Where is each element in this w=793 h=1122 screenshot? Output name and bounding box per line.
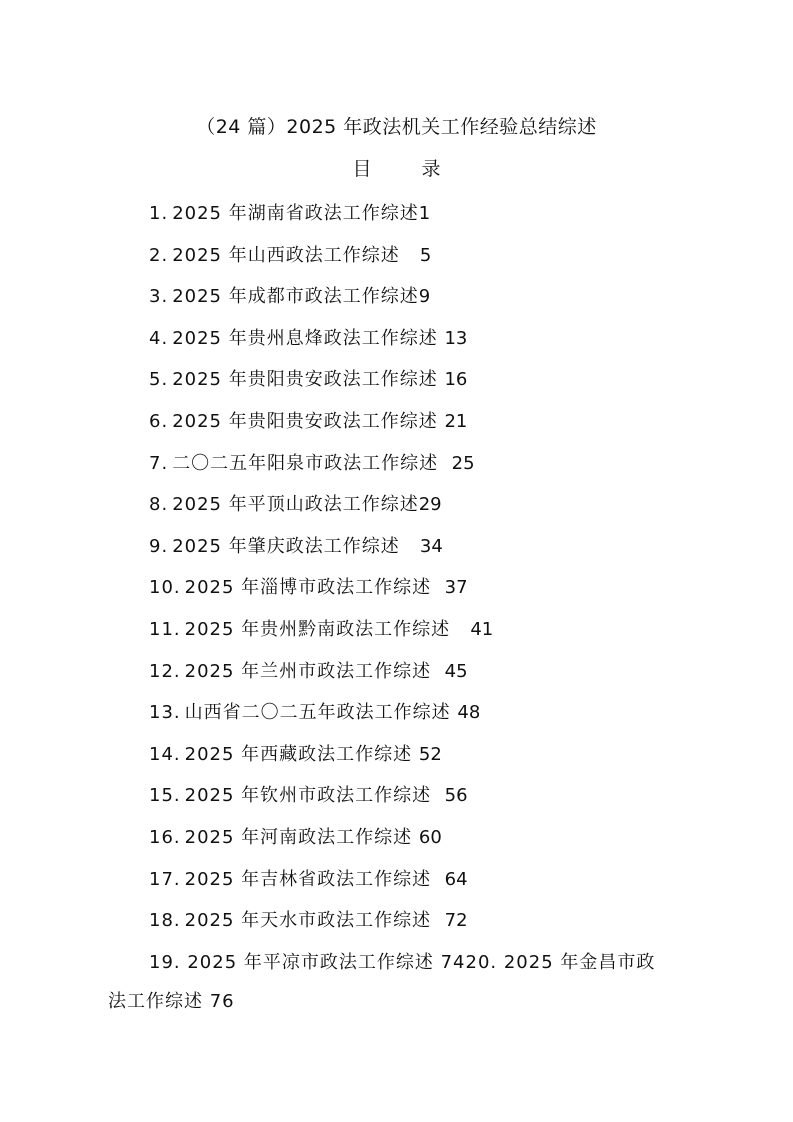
document-title: （24 篇）2025 年政法机关工作经验总结综述	[196, 116, 597, 138]
toc-entry[interactable]: 17. 2025 年吉林省政法工作综述 64	[149, 868, 468, 890]
toc-entry[interactable]: 15. 2025 年钦州市政法工作综述 56	[149, 785, 468, 807]
toc-entry[interactable]: 11. 2025 年贵州黔南政法工作综述 41	[149, 618, 494, 640]
toc-entry[interactable]: 5. 2025 年贵阳贵安政法工作综述 16	[149, 369, 468, 391]
table-of-contents	[149, 193, 709, 983]
toc-entry[interactable]: 7. 二〇二五年阳泉市政法工作综述 25	[149, 452, 475, 474]
toc-entry[interactable]: 10. 2025 年淄博市政法工作综述 37	[149, 577, 468, 599]
toc-entry-continuation: 法工作综述 76	[108, 991, 235, 1012]
toc-entry[interactable]: 8. 2025 年平顶山政法工作综述29	[149, 494, 442, 516]
toc-entry[interactable]: 9. 2025 年肇庆政法工作综述 34	[149, 535, 443, 557]
toc-entry[interactable]: 12. 2025 年兰州市政法工作综述 45	[149, 660, 468, 682]
toc-entry[interactable]: 3. 2025 年成都市政法工作综述9	[149, 286, 431, 308]
toc-entry[interactable]: 16. 2025 年河南政法工作综述 60	[149, 826, 442, 848]
toc-entry[interactable]: 6. 2025 年贵阳贵安政法工作综述 21	[149, 410, 468, 432]
toc-entry[interactable]: 1. 2025 年湖南省政法工作综述1	[149, 203, 431, 224]
toc-entry[interactable]: 18. 2025 年天水市政法工作综述 72	[149, 910, 468, 932]
toc-entry[interactable]: 2. 2025 年山西政法工作综述 5	[149, 244, 432, 266]
toc-heading: 目 录	[352, 158, 463, 180]
toc-entry-merged[interactable]: 19. 2025 年平凉市政法工作综述 7420. 2025 年金昌市政	[149, 951, 656, 973]
toc-entry[interactable]: 13. 山西省二〇二五年政法工作综述 48	[149, 702, 481, 724]
toc-entry[interactable]: 14. 2025 年西藏政法工作综述 52	[149, 743, 442, 765]
toc-entry[interactable]: 4. 2025 年贵州息烽政法工作综述 13	[149, 327, 468, 349]
